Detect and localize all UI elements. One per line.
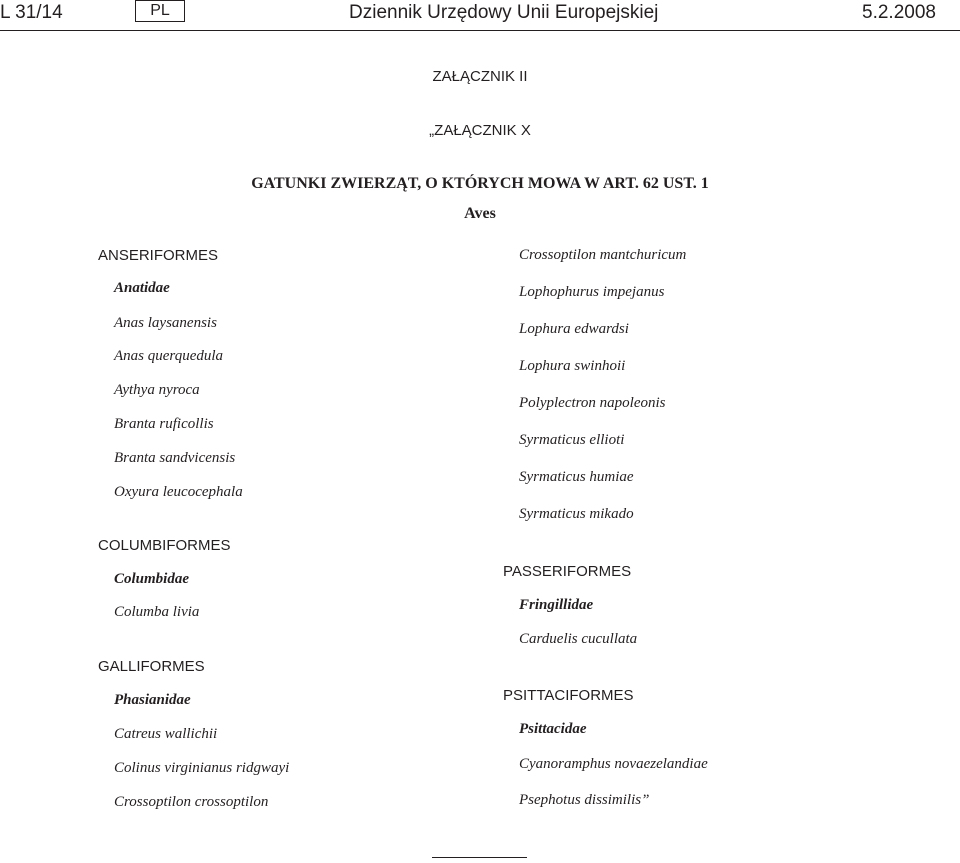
species-item: Oxyura leucocephala	[114, 484, 243, 500]
language-badge: PL	[135, 0, 185, 22]
annex-title: GATUNKI ZWIERZĄT, O KTÓRYCH MOWA W ART. 62 UST. 1	[251, 175, 709, 192]
species-item: Syrmaticus mikado	[519, 506, 634, 522]
order-psittaciformes: PSITTACIFORMES	[503, 687, 634, 704]
species-item: Colinus virginianus ridgwayi	[114, 760, 290, 776]
species-item: Psephotus dissimilis”	[519, 792, 650, 808]
family-psittacidae: Psittacidae	[519, 721, 587, 737]
header-divider	[0, 30, 960, 31]
annex-label: ZAŁĄCZNIK II	[432, 68, 528, 85]
species-item: Branta ruficollis	[114, 416, 214, 432]
annex-quoted-label: „ZAŁĄCZNIK X	[429, 122, 531, 139]
order-galliformes: GALLIFORMES	[98, 658, 205, 675]
species-item: Syrmaticus ellioti	[519, 432, 625, 448]
family-columbidae: Columbidae	[114, 571, 190, 587]
species-item: Polyplectron napoleonis	[519, 395, 666, 411]
species-item: Branta sandvicensis	[114, 450, 236, 466]
class-heading: Aves	[464, 205, 496, 222]
species-item: Aythya nyroca	[114, 382, 200, 398]
publication-date: 5.2.2008	[862, 2, 936, 23]
species-item: Columba livia	[114, 604, 200, 620]
species-item: Crossoptilon crossoptilon	[114, 794, 269, 810]
footer-divider	[432, 857, 527, 858]
species-item: Catreus wallichii	[114, 726, 218, 742]
species-item: Lophura swinhoii	[519, 358, 626, 374]
family-anatidae: Anatidae	[114, 280, 170, 296]
species-item: Carduelis cucullata	[519, 631, 638, 647]
page-reference: L 31/14	[0, 2, 63, 23]
species-item: Anas laysanensis	[114, 315, 217, 331]
species-item: Crossoptilon mantchuricum	[519, 247, 687, 263]
species-item: Cyanoramphus novaezelandiae	[519, 756, 708, 772]
order-columbiformes: COLUMBIFORMES	[98, 537, 231, 554]
order-anseriformes: ANSERIFORMES	[98, 247, 219, 264]
order-passeriformes: PASSERIFORMES	[503, 563, 632, 580]
species-item: Syrmaticus humiae	[519, 469, 634, 485]
family-fringillidae: Fringillidae	[519, 597, 594, 613]
species-item: Lophura edwardsi	[519, 321, 629, 337]
family-phasianidae: Phasianidae	[114, 692, 191, 708]
species-item: Lophophurus impejanus	[519, 284, 665, 300]
species-item: Anas querquedula	[114, 348, 224, 364]
journal-title: Dziennik Urzędowy Unii Europejskiej	[349, 2, 659, 23]
